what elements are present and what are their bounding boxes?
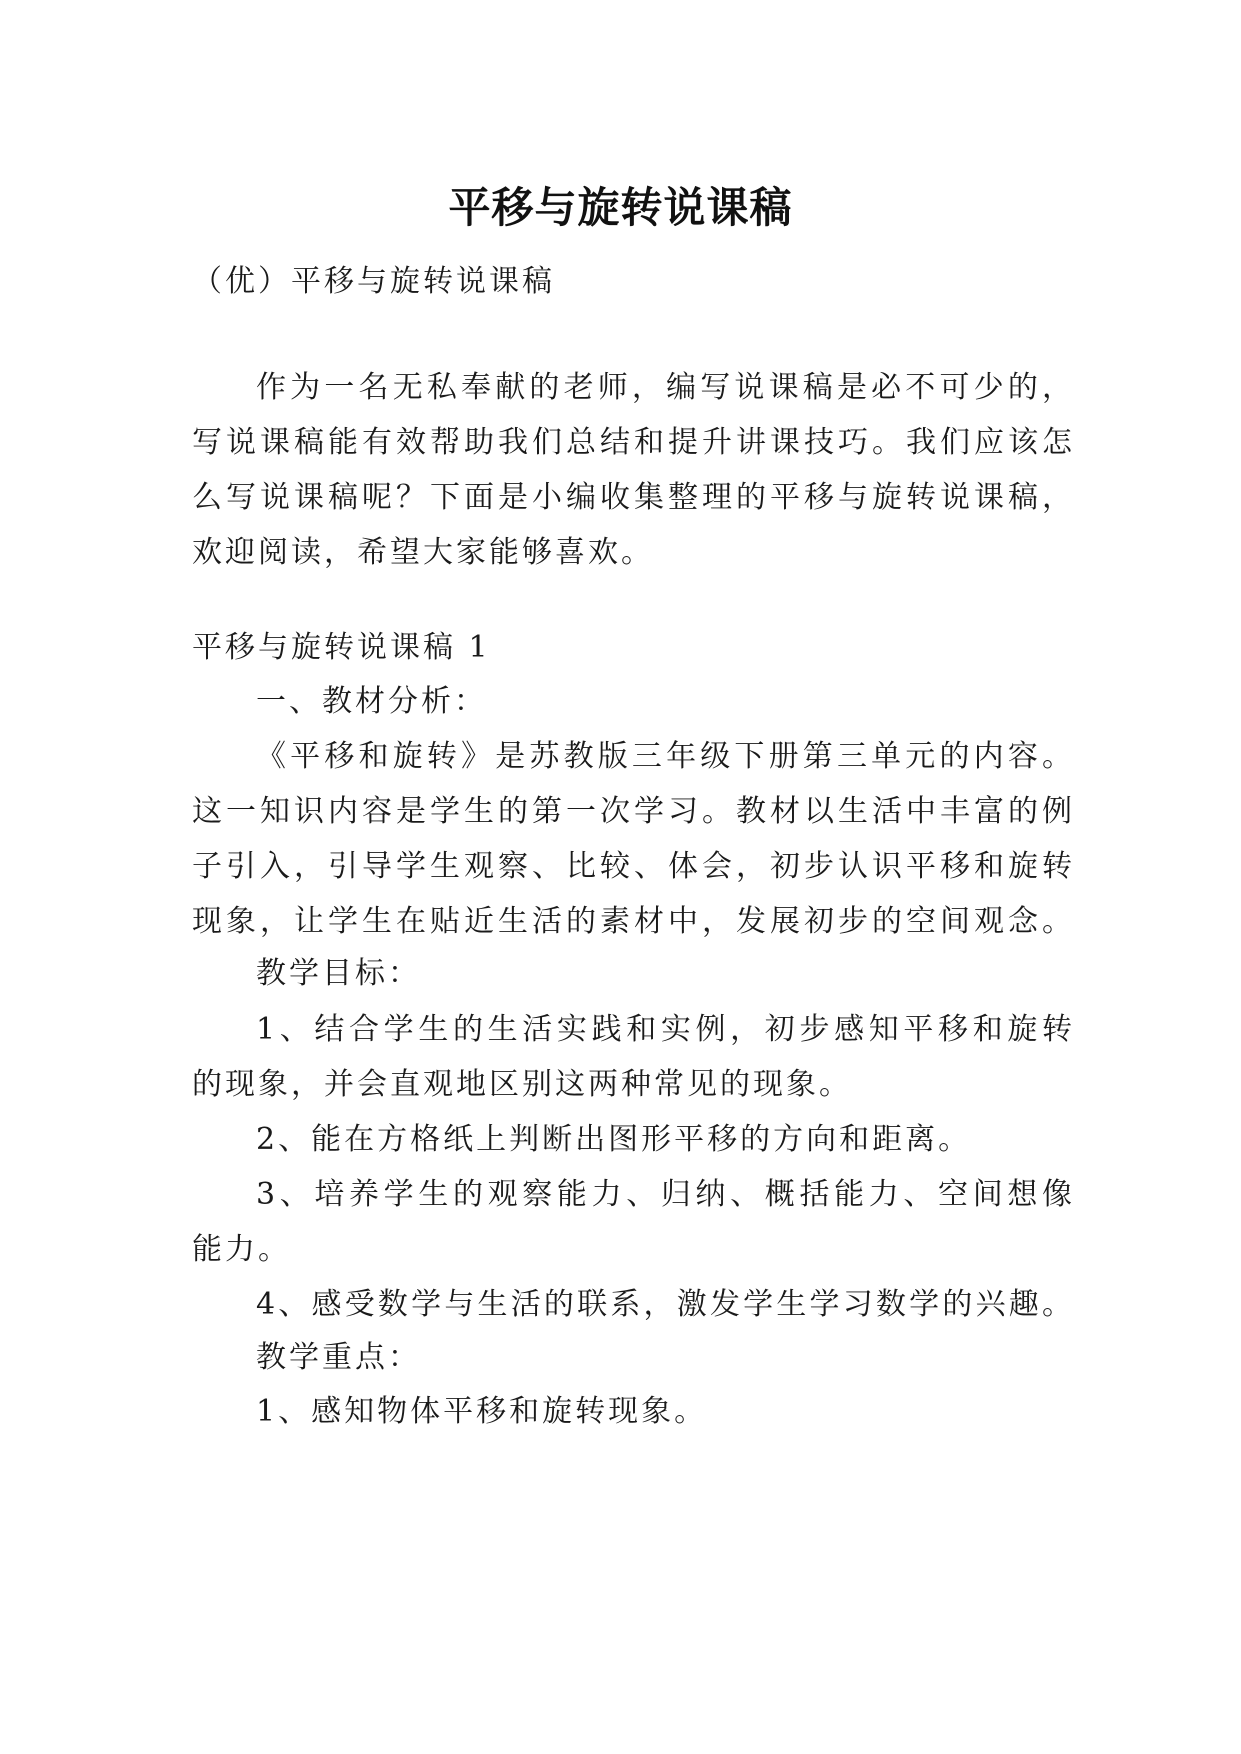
section-heading: 平移与旋转说课稿 1 bbox=[192, 630, 491, 665]
document-subtitle: （优）平移与旋转说课稿 bbox=[192, 264, 555, 299]
goal-line: 4、感受数学与生活的联系，激发学生学习数学的兴趣。 bbox=[256, 1287, 1072, 1322]
focus-line: 1、感知物体平移和旋转现象。 bbox=[256, 1394, 708, 1429]
document-title: 平移与旋转说课稿 bbox=[448, 183, 793, 233]
focus-heading: 教学重点： bbox=[256, 1340, 421, 1375]
intro-line: 么写说课稿呢？下面是小编收集整理的平移与旋转说课稿， bbox=[192, 480, 1072, 515]
goal-line: 的现象，并会直观地区别这两种常见的现象。 bbox=[192, 1067, 852, 1102]
goal-line: 能力。 bbox=[192, 1232, 291, 1267]
intro-line: 欢迎阅读，希望大家能够喜欢。 bbox=[192, 535, 654, 570]
goal-line: 1、结合学生的生活实践和实例，初步感知平移和旋转 bbox=[256, 1012, 1072, 1047]
material-line: 这一知识内容是学生的第一次学习。教材以生活中丰富的例 bbox=[192, 794, 1072, 829]
goal-line: 3、培养学生的观察能力、归纳、概括能力、空间想像 bbox=[256, 1177, 1072, 1212]
material-line: 现象，让学生在贴近生活的素材中，发展初步的空间观念。 bbox=[192, 904, 1072, 939]
material-heading: 一、教材分析： bbox=[256, 684, 487, 719]
material-line: 子引入，引导学生观察、比较、体会，初步认识平移和旋转 bbox=[192, 849, 1072, 884]
material-line: 《平移和旋转》是苏教版三年级下册第三单元的内容。 bbox=[256, 739, 1072, 774]
goals-heading: 教学目标： bbox=[256, 956, 421, 991]
intro-line: 作为一名无私奉献的老师，编写说课稿是必不可少的， bbox=[256, 370, 1072, 405]
intro-line: 写说课稿能有效帮助我们总结和提升讲课技巧。我们应该怎 bbox=[192, 425, 1072, 460]
goal-line: 2、能在方格纸上判断出图形平移的方向和距离。 bbox=[256, 1122, 972, 1157]
